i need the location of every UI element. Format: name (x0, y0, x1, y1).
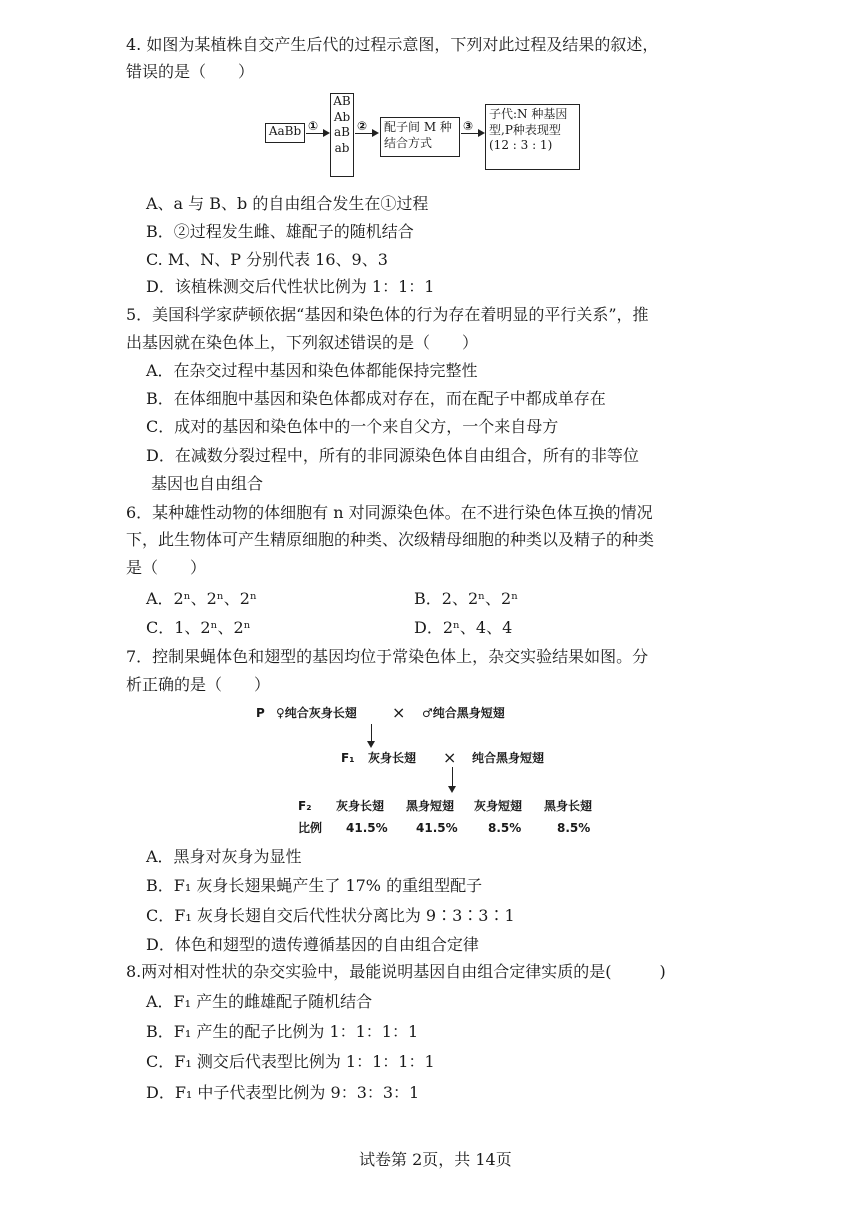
q5-option-d-continued: 基因也自由组合 (151, 474, 264, 493)
f1-partner: 纯合黑身短翅 (472, 751, 545, 765)
q5-option-d: D．在减数分裂过程中，所有的非同源染色体自由组合，所有的非等位 (146, 446, 639, 465)
q4-stem-line2: 错误的是（ ） (126, 62, 255, 81)
q5-stem-line1: 5．美国科学家萨顿依据“基因和染色体的行为存在着明显的平行关系”，推 (126, 305, 649, 324)
step3-label: ③ (463, 119, 474, 133)
q7-option-b: B．F₁ 灰身长翅果蝇产生了 17% 的重组型配子 (146, 876, 483, 895)
f2-phenotype: 灰身短翅 (474, 799, 523, 813)
q6-stem-line2: 下，此生物体可产生精原细胞的种类、次级精母细胞的种类以及精子的种类 (126, 530, 655, 549)
f1-to-f2-arrow (452, 767, 453, 791)
q7-option-a: A．黑身对灰身为显性 (146, 847, 302, 866)
q8-option-b: B．F₁ 产生的配子比例为 1：1：1：1 (146, 1022, 419, 1041)
q6-option-b: B．2、2ⁿ、2ⁿ (414, 589, 519, 608)
cross-symbol: × (392, 703, 406, 722)
page-footer: 试卷第 2页，共 14页 (359, 1150, 512, 1169)
q5-option-c: C．成对的基因和染色体中的一个来自父方，一个来自母方 (146, 417, 559, 436)
step1-label: ① (308, 119, 319, 133)
q4-option-c: C. M、N、P 分别代表 16、9、3 (146, 250, 388, 269)
f2-phenotype: 黑身短翅 (406, 799, 455, 813)
q8-option-d: D．F₁ 中子代表型比例为 9：3：3：1 (146, 1083, 420, 1102)
f1-cross-symbol: × (443, 748, 457, 767)
p-to-f1-arrow (371, 724, 372, 746)
q7-option-c: C．F₁ 灰身长翅自交后代性状分离比为 9∶3∶3∶1 (146, 906, 515, 925)
combination-line2: 结合方式 (384, 135, 433, 150)
q6-stem-line3: 是（ ） (126, 558, 207, 577)
offspring-line1: 子代:N 种基因 (489, 107, 568, 121)
q5-stem-line2: 出基因就在染色体上，下列叙述错误的是（ ） (126, 333, 479, 352)
q6-option-d: D．2ⁿ、4、4 (414, 618, 513, 637)
f2-ratio: 41.5% (416, 821, 458, 835)
ratio-label: 比例 (298, 821, 323, 835)
f2-phenotype: 黑身长翅 (544, 799, 593, 813)
q7-stem-line1: 7．控制果蝇体色和翅型的基因均位于常染色体上，杂交实验结果如图。分 (126, 647, 649, 666)
f1-label: F₁ (341, 751, 355, 765)
q7-option-d: D．体色和翅型的遗传遵循基因的自由组合定律 (146, 935, 479, 954)
f2-ratio: 8.5% (488, 821, 522, 835)
p-female: ♀纯合灰身长翅 (276, 706, 357, 720)
f2-phenotype: 灰身长翅 (336, 799, 385, 813)
gamete: ab (334, 140, 350, 155)
q8-option-c: C．F₁ 测交后代表型比例为 1：1：1：1 (146, 1052, 435, 1071)
parent-genotype: AaBb (268, 124, 302, 138)
f2-label: F₂ (298, 799, 312, 813)
q6-option-c: C．1、2ⁿ、2ⁿ (146, 618, 251, 637)
q5-option-b: B．在体细胞中基因和染色体都成对存在，而在配子中都成单存在 (146, 389, 606, 408)
combination-box (380, 117, 460, 157)
offspring-line2: 型,P种表现型 (489, 122, 561, 137)
q8-option-a: A．F₁ 产生的雌雄配子随机结合 (146, 992, 373, 1011)
q4-option-a: A、a 与 B、b 的自由组合发生在①过程 (146, 194, 429, 213)
gamete: AB (333, 94, 351, 108)
f2-ratio: 41.5% (346, 821, 388, 835)
q4-option-b: B．②过程发生雌、雄配子的随机结合 (146, 222, 414, 241)
f1-phenotype: 灰身长翅 (368, 751, 417, 765)
p-generation-label: P (256, 706, 265, 720)
q7-stem-line2: 析正确的是（ ） (126, 675, 271, 694)
f2-ratio: 8.5% (557, 821, 591, 835)
combination-line1: 配子间 M 种 (384, 120, 452, 134)
parent-genotype-box (265, 123, 305, 143)
gametes-box (330, 93, 354, 177)
q6-stem-line1: 6．某种雄性动物的体细胞有 n 对同源染色体。在不进行染色体互换的情况 (126, 503, 653, 522)
offspring-box (485, 104, 580, 170)
step2-label: ② (357, 119, 368, 133)
p-male: ♂纯合黑身短翅 (422, 706, 505, 720)
q6-option-a: A．2ⁿ、2ⁿ、2ⁿ (146, 589, 257, 608)
gamete: aB (334, 125, 350, 140)
q5-option-a: A．在杂交过程中基因和染色体都能保持完整性 (146, 361, 478, 380)
q4-stem-line1: 4. 如图为某植株自交产生后代的过程示意图，下列对此过程及结果的叙述， (126, 35, 659, 54)
gamete: Ab (333, 109, 351, 124)
q8-stem: 8.两对相对性状的杂交实验中，最能说明基因自由组合定律实质的是( ) (126, 962, 666, 981)
offspring-line3: (12 : 3 : 1) (489, 138, 553, 153)
q4-option-d: D．该植株测交后代性状比例为 1：1：1 (146, 277, 435, 296)
